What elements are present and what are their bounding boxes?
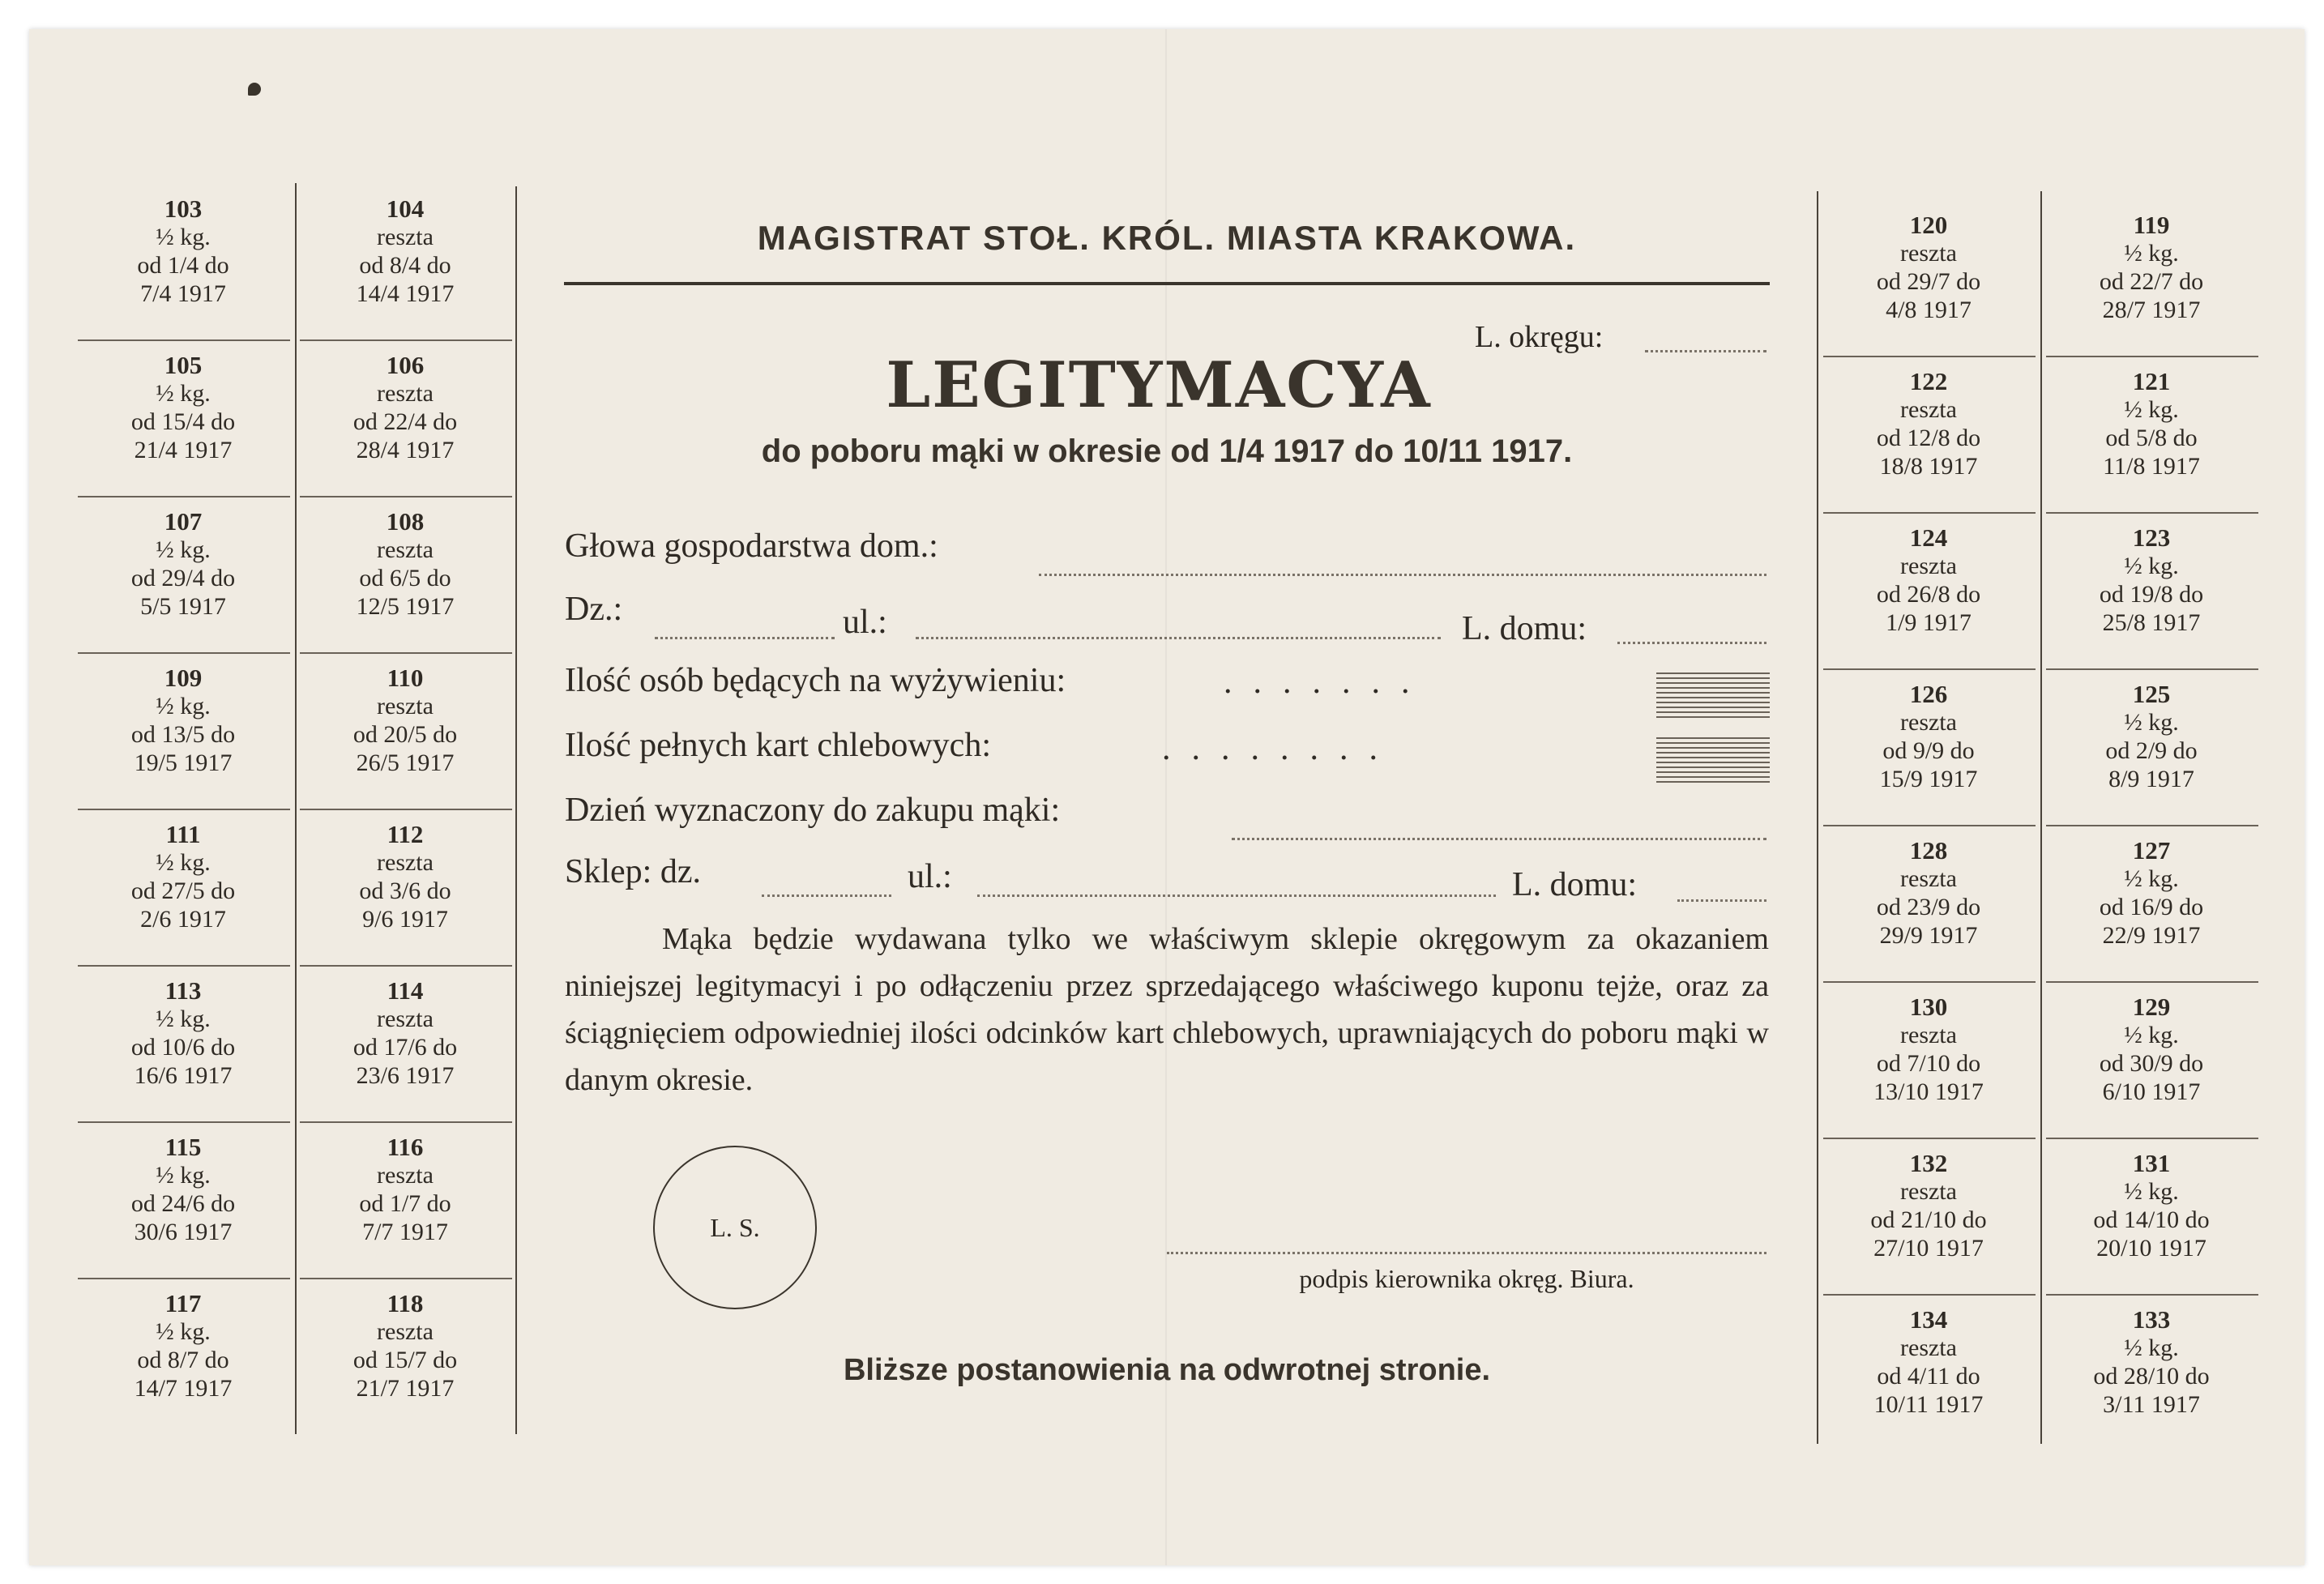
right-row-separator <box>1823 1138 2036 1139</box>
coupon-num: 119 <box>2133 211 2170 239</box>
coupon-from: od 6/5 do <box>359 565 451 591</box>
coupon-num: 105 <box>164 351 203 379</box>
footer-note: Bliższe postanowienia na odwrotnej stronie. <box>843 1353 1491 1387</box>
coupon-num: 114 <box>387 976 424 1005</box>
coupon-to: 8/9 1917 <box>2108 766 2194 792</box>
bread-cards-label: Ilość pełnych kart chlebowych: <box>565 727 991 764</box>
left-row-separator <box>300 809 512 810</box>
coupon-from: od 14/10 do <box>2093 1206 2210 1233</box>
household-head-field[interactable] <box>1039 574 1766 576</box>
left-row-separator <box>78 339 290 341</box>
coupon-to: 10/11 1917 <box>1873 1391 1984 1418</box>
right-coupon-134[interactable] <box>1823 1305 2034 1459</box>
coupon-from: od 27/5 do <box>130 877 236 904</box>
left-coupon-116[interactable] <box>300 1133 511 1287</box>
right-row-separator <box>1823 825 2036 826</box>
left-coupon-113[interactable] <box>78 976 288 1130</box>
document-subtitle: do poboru mąki w okresie od 1/4 1917 do 10/11 1917. <box>761 433 1573 469</box>
left-coupon-105[interactable] <box>78 351 288 505</box>
left-coupon-108[interactable] <box>300 507 511 661</box>
signature-caption: podpis kierownika okręg. Biura. <box>1299 1264 1634 1293</box>
coupon-type: ½ kg. <box>2124 240 2179 267</box>
coupon-to: 3/11 1917 <box>2103 1391 2200 1418</box>
coupon-from: od 16/9 do <box>2099 894 2204 920</box>
coupon-type: ½ kg. <box>156 380 211 407</box>
left-row-separator <box>78 965 290 967</box>
coupon-num: 123 <box>2132 523 2171 552</box>
right-coupon-133[interactable] <box>2046 1305 2257 1459</box>
persons-count-dots: ....... <box>1224 664 1431 701</box>
right-coupon-120[interactable] <box>1823 211 2034 365</box>
coupon-to: 16/6 1917 <box>134 1062 233 1089</box>
coupon-from: od 23/9 do <box>1876 894 1981 920</box>
coupon-type: ½ kg. <box>156 224 211 250</box>
house-number-field[interactable] <box>1617 642 1766 644</box>
coupon-from: od 22/4 do <box>352 408 458 435</box>
coupon-type: ½ kg. <box>156 1005 211 1032</box>
conditions-paragraph <box>565 916 1769 1104</box>
coupon-from: od 28/10 do <box>2093 1363 2210 1390</box>
coupon-type: reszta <box>377 1162 434 1189</box>
left-row-separator <box>78 1278 290 1279</box>
shop-street-label: ul.: <box>908 858 952 895</box>
right-row-separator <box>1823 981 2036 983</box>
coupon-to: 7/4 1917 <box>140 280 226 307</box>
coupon-num: 106 <box>386 351 425 379</box>
coupon-num: 127 <box>2132 836 2171 865</box>
right-coupon-124[interactable] <box>1823 523 2034 677</box>
right-coupon-127[interactable] <box>2046 836 2257 990</box>
left-coupon-114[interactable] <box>300 976 511 1130</box>
coupon-type: reszta <box>377 1318 434 1345</box>
district-number-field[interactable] <box>1645 350 1766 352</box>
coupon-from: od 4/11 do <box>1877 1363 1980 1390</box>
right-row-separator <box>2046 356 2258 357</box>
coupon-to: 9/6 1917 <box>362 906 448 933</box>
coupon-num: 122 <box>1909 367 1948 395</box>
coupon-type: ½ kg. <box>2124 553 2179 579</box>
district-number-label: L. okręgu: <box>1475 320 1604 354</box>
coupon-type: ½ kg. <box>2124 1022 2179 1048</box>
left-row-separator <box>300 1121 512 1123</box>
persons-count-label: Ilość osób będących na wyżywieniu: <box>565 662 1066 699</box>
coupon-from: od 1/7 do <box>359 1190 451 1217</box>
purchase-day-field[interactable] <box>1232 838 1766 840</box>
shop-district-field[interactable] <box>762 894 891 897</box>
right-row-separator <box>2046 668 2258 670</box>
coupon-type: ½ kg. <box>2124 865 2179 892</box>
right-coupon-132[interactable] <box>1823 1149 2034 1303</box>
coupon-num: 112 <box>387 820 424 848</box>
coupon-num: 124 <box>1909 523 1948 552</box>
coupon-to: 1/9 1917 <box>1886 609 1972 636</box>
coupon-to: 14/4 1917 <box>356 280 455 307</box>
coupon-type: ½ kg. <box>156 849 211 876</box>
coupon-to: 4/8 1917 <box>1886 297 1972 323</box>
coupon-from: od 7/10 do <box>1876 1050 1981 1077</box>
coupon-to: 25/8 1917 <box>2102 609 2201 636</box>
ink-mark <box>248 83 261 96</box>
left-row-separator <box>300 1278 512 1279</box>
coupon-from: od 30/9 do <box>2099 1050 2204 1077</box>
official-seal <box>653 1146 817 1309</box>
coupon-num: 130 <box>1909 993 1948 1021</box>
shop-house-number-field[interactable] <box>1677 899 1766 902</box>
coupon-to: 5/5 1917 <box>140 593 226 620</box>
district-label: Dz.: <box>565 591 623 628</box>
bread-cards-dots: ........ <box>1162 730 1399 767</box>
coupon-num: 121 <box>2132 367 2171 395</box>
coupon-type: ½ kg. <box>156 536 211 563</box>
persons-count-box[interactable] <box>1656 672 1770 718</box>
coupon-from: od 22/7 do <box>2099 268 2204 295</box>
right-coupon-125[interactable] <box>2046 680 2257 834</box>
coupon-num: 133 <box>2132 1305 2171 1334</box>
coupon-to: 29/9 1917 <box>1879 922 1978 949</box>
fold-line <box>1165 29 1167 1565</box>
seal-label: L. S. <box>710 1212 760 1242</box>
right-coupon-123[interactable] <box>2046 523 2257 677</box>
coupon-from: od 24/6 do <box>130 1190 236 1217</box>
purchase-day-label: Dzień wyznaczony do zakupu mąki: <box>565 792 1061 829</box>
coupon-from: od 20/5 do <box>352 721 458 748</box>
right-row-separator <box>2046 1138 2258 1139</box>
coupon-from: od 12/8 do <box>1876 425 1981 451</box>
right-row-separator <box>2046 512 2258 514</box>
coupon-type: reszta <box>1900 396 1957 423</box>
coupon-num: 132 <box>1909 1149 1948 1177</box>
coupon-num: 129 <box>2132 993 2171 1021</box>
coupon-from: od 2/9 do <box>2105 737 2198 764</box>
left-coupon-104[interactable] <box>300 194 511 348</box>
coupon-num: 117 <box>164 1289 202 1317</box>
coupon-to: 13/10 1917 <box>1873 1078 1984 1105</box>
coupon-num: 109 <box>164 664 203 692</box>
coupon-num: 113 <box>164 976 202 1005</box>
coupon-to: 15/9 1917 <box>1879 766 1978 792</box>
right-panel-border <box>1817 191 1818 1444</box>
coupon-num: 108 <box>386 507 425 536</box>
coupon-from: od 3/6 do <box>359 877 451 904</box>
coupon-type: reszta <box>1900 865 1957 892</box>
left-row-separator <box>78 1121 290 1123</box>
coupon-num: 103 <box>164 194 203 223</box>
coupon-from: od 13/5 do <box>130 721 236 748</box>
right-column-divider <box>2040 191 2042 1444</box>
coupon-num: 125 <box>2132 680 2171 708</box>
left-coupon-115[interactable] <box>78 1133 288 1287</box>
coupon-from: od 29/7 do <box>1876 268 1981 295</box>
coupon-type: reszta <box>377 849 434 876</box>
coupon-num: 126 <box>1909 680 1948 708</box>
conditions-text: Mąka będzie wydawana tylko we właściwym sklepie okręgowym za okazaniem niniejszej legitymacyi i po odłączeniu przez sprzedającego właściwego kuponu tejże, oraz za ściągnięciem odpowiedniej ilości odcinków kart chlebowych, uprawniających do poboru mąki w danym okresie. <box>565 922 1769 1097</box>
right-row-separator <box>2046 981 2258 983</box>
right-row-separator <box>1823 512 2036 514</box>
coupon-type: ½ kg. <box>156 1318 211 1345</box>
left-row-separator <box>300 496 512 497</box>
coupon-num: 120 <box>1909 211 1948 239</box>
shop-street-field[interactable] <box>977 894 1496 897</box>
coupon-to: 2/6 1917 <box>140 906 226 933</box>
coupon-to: 6/10 1917 <box>2102 1078 2201 1105</box>
left-coupon-103[interactable] <box>78 194 288 348</box>
coupon-to: 27/10 1917 <box>1873 1235 1984 1262</box>
bread-cards-box[interactable] <box>1656 737 1770 783</box>
coupon-from: od 10/6 do <box>130 1034 236 1061</box>
left-coupon-106[interactable] <box>300 351 511 505</box>
coupon-type: reszta <box>1900 1334 1957 1361</box>
coupon-type: reszta <box>377 1005 434 1032</box>
coupon-num: 128 <box>1909 836 1948 865</box>
shop-district-label: Sklep: dz. <box>565 853 701 890</box>
left-row-separator <box>78 809 290 810</box>
coupon-from: od 17/6 do <box>352 1034 458 1061</box>
coupon-to: 19/5 1917 <box>134 749 233 776</box>
document-title: LEGITYMACYA <box>886 348 1432 422</box>
left-row-separator <box>300 652 512 654</box>
left-row-separator <box>78 496 290 497</box>
coupon-num: 118 <box>387 1289 424 1317</box>
coupon-from: od 26/8 do <box>1876 581 1981 608</box>
left-coupon-107[interactable] <box>78 507 288 661</box>
coupon-type: reszta <box>377 536 434 563</box>
right-row-separator <box>1823 1294 2036 1296</box>
left-coupon-118[interactable] <box>300 1289 511 1443</box>
coupon-from: od 1/4 do <box>137 252 229 279</box>
right-coupon-130[interactable] <box>1823 993 2034 1146</box>
coupon-from: od 8/4 do <box>359 252 451 279</box>
coupon-from: od 29/4 do <box>130 565 236 591</box>
house-number-label: L. domu: <box>1462 610 1587 647</box>
coupon-type: reszta <box>1900 1022 1957 1048</box>
right-coupon-121[interactable] <box>2046 367 2257 521</box>
left-coupon-110[interactable] <box>300 664 511 818</box>
right-coupon-122[interactable] <box>1823 367 2034 521</box>
coupon-type: ½ kg. <box>2124 1178 2179 1205</box>
coupon-to: 21/7 1917 <box>356 1375 455 1402</box>
coupon-num: 116 <box>387 1133 424 1161</box>
coupon-to: 20/10 1917 <box>2096 1235 2207 1262</box>
left-coupon-111[interactable] <box>78 820 288 974</box>
coupon-type: ½ kg. <box>2124 709 2179 736</box>
right-coupon-129[interactable] <box>2046 993 2257 1146</box>
issuer-header: MAGISTRAT STOŁ. KRÓL. MIASTA KRAKOWA. <box>757 219 1577 257</box>
coupon-to: 12/5 1917 <box>356 593 455 620</box>
coupon-from: od 15/4 do <box>130 408 236 435</box>
shop-house-number-label: L. domu: <box>1512 866 1637 903</box>
coupon-from: od 5/8 do <box>2105 425 2198 451</box>
coupon-from: od 8/7 do <box>137 1347 229 1373</box>
coupon-num: 134 <box>1909 1305 1948 1334</box>
coupon-to: 11/8 1917 <box>2103 453 2200 480</box>
coupon-to: 21/4 1917 <box>134 437 233 463</box>
coupon-to: 28/4 1917 <box>356 437 455 463</box>
coupon-to: 28/7 1917 <box>2102 297 2201 323</box>
coupon-to: 7/7 1917 <box>362 1219 448 1245</box>
coupon-type: reszta <box>1900 1178 1957 1205</box>
coupon-num: 131 <box>2132 1149 2171 1177</box>
coupon-to: 22/9 1917 <box>2102 922 2201 949</box>
coupon-to: 14/7 1917 <box>134 1375 233 1402</box>
coupon-num: 104 <box>386 194 425 223</box>
coupon-num: 107 <box>164 507 203 536</box>
left-row-separator <box>78 652 290 654</box>
district-field[interactable] <box>655 637 835 639</box>
coupon-type: reszta <box>1900 240 1957 267</box>
coupon-num: 115 <box>164 1133 202 1161</box>
coupon-from: od 19/8 do <box>2099 581 2204 608</box>
coupon-type: reszta <box>377 693 434 719</box>
coupon-to: 30/6 1917 <box>134 1219 233 1245</box>
right-coupon-131[interactable] <box>2046 1149 2257 1303</box>
street-label: ul.: <box>843 604 887 641</box>
coupon-type: reszta <box>377 224 434 250</box>
coupon-to: 23/6 1917 <box>356 1062 455 1089</box>
coupon-type: reszta <box>1900 553 1957 579</box>
left-row-separator <box>300 965 512 967</box>
coupon-num: 111 <box>165 820 201 848</box>
coupon-from: od 21/10 do <box>1870 1206 1987 1233</box>
right-coupon-119[interactable] <box>2046 211 2257 365</box>
coupon-type: ½ kg. <box>2124 396 2179 423</box>
signature-line[interactable] <box>1167 1252 1766 1254</box>
coupon-type: ½ kg. <box>2124 1334 2179 1361</box>
right-coupon-126[interactable] <box>1823 680 2034 834</box>
coupon-type: ½ kg. <box>156 693 211 719</box>
right-row-separator <box>2046 1294 2258 1296</box>
right-row-separator <box>2046 825 2258 826</box>
left-coupon-117[interactable] <box>78 1289 288 1443</box>
coupon-num: 110 <box>387 664 424 692</box>
left-row-separator <box>300 339 512 341</box>
coupon-type: reszta <box>1900 709 1957 736</box>
coupon-to: 18/8 1917 <box>1879 453 1978 480</box>
right-coupon-128[interactable] <box>1823 836 2034 990</box>
coupon-type: ½ kg. <box>156 1162 211 1189</box>
header-rule <box>564 282 1770 285</box>
right-row-separator <box>1823 668 2036 670</box>
left-column-divider <box>295 183 297 1434</box>
coupon-to: 26/5 1917 <box>356 749 455 776</box>
coupon-from: od 15/7 do <box>352 1347 458 1373</box>
coupon-type: reszta <box>377 380 434 407</box>
street-field[interactable] <box>916 637 1441 639</box>
coupon-from: od 9/9 do <box>1882 737 1975 764</box>
right-row-separator <box>1823 356 2036 357</box>
left-panel-border <box>515 186 517 1434</box>
household-head-label: Głowa gospodarstwa dom.: <box>565 527 938 565</box>
left-coupon-109[interactable] <box>78 664 288 818</box>
left-coupon-112[interactable] <box>300 820 511 974</box>
